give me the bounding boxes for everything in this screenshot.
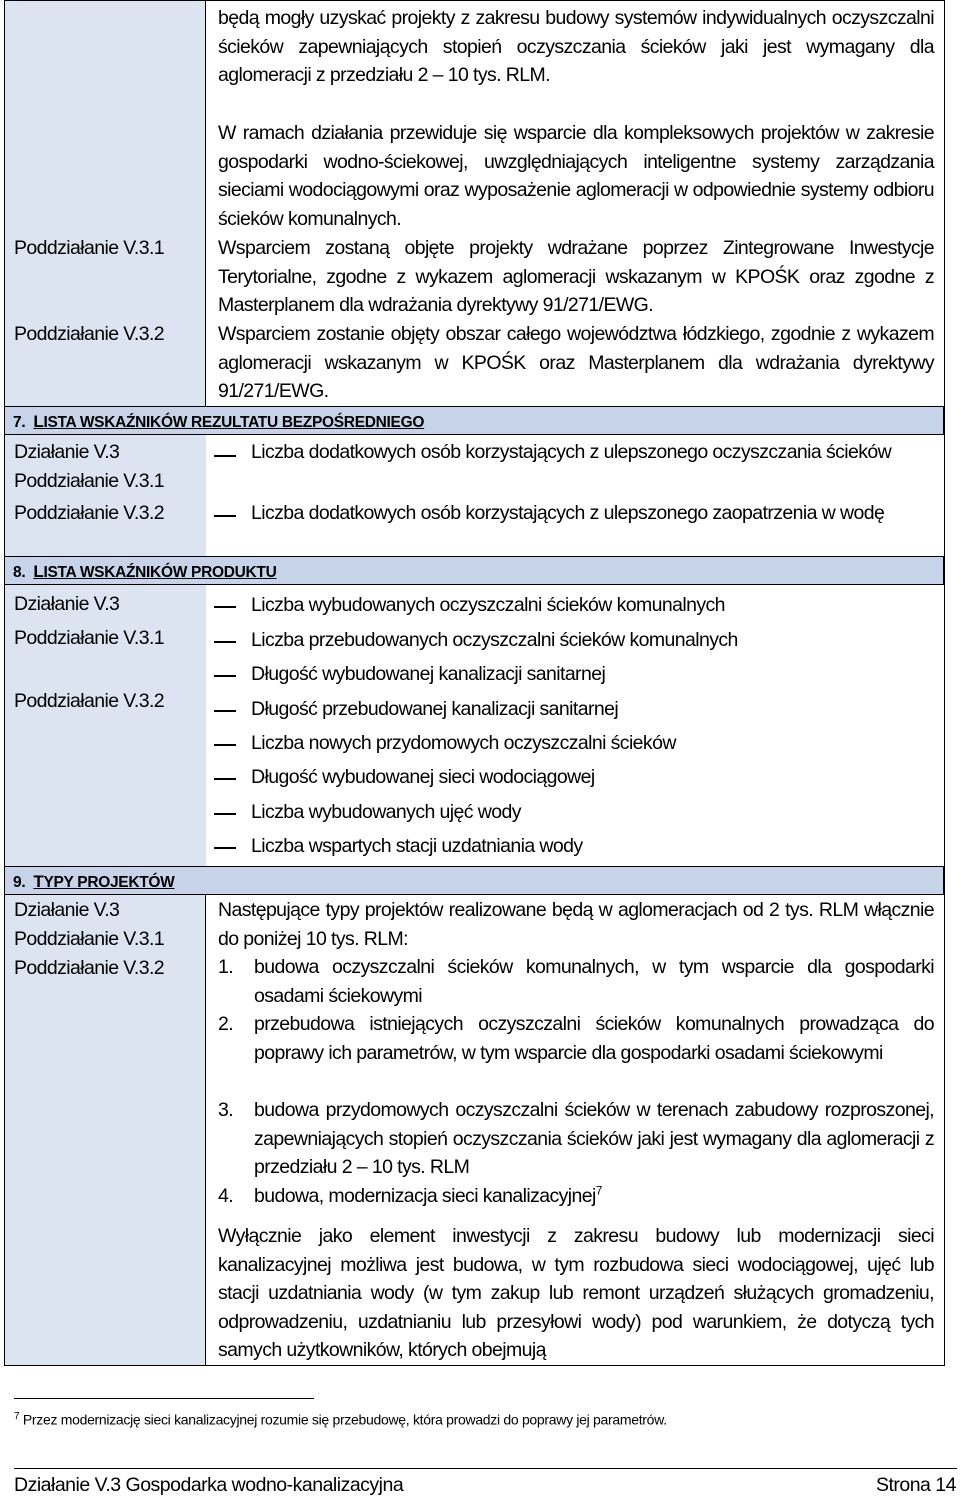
s9-list-text-1: budowa oczyszczalni ścieków komunalnych, w tym wsparcie dla gospodarki osadami ściekowymi (254, 956, 934, 1007)
s8-bullet-7 (214, 813, 236, 815)
paragraph-scope: W ramach działania przewiduje się wsparcie dla kompleksowych projektów w zakresie gospodarki wodno-ściekowej, uwzględniających inteligentne systemy zarządzania sieciami wodociągowymi oraz wyposażenie aglomeracji w odpowiednie systemy odbioru ścieków komunalnych. (218, 122, 934, 230)
footer-right: Strona 14 (875, 1474, 956, 1496)
section-9-number: 9. (13, 874, 26, 891)
s9-list-text-2: przebudowa istniejących oczyszczalni ścieków komunalnych prowadząca do poprawy ich parametrów, w tym wsparcie dla gospodarki osadami ściekowymi (254, 1013, 934, 1064)
s9-list-text-4: budowa, modernizacja sieci kanalizacyjnej (254, 1185, 596, 1207)
column-divider-s9 (205, 895, 206, 1366)
s9-list-number-2: 2. (218, 1013, 234, 1035)
s9-closing: Wyłącznie jako element inwestycji z zakresu budowy lub modernizacji sieci kanalizacyjnej możliwa jest budowa, w tym rozbudowa sieci wodociągowej, ujęć lub stacji uzdatniania wody (w tym zakup lub remont urządzeń służących gromadzeniu, odprowadzeniu, uzdatnianiu lub przesyłowi wody) pod warunkiem, że dotyczą tych samych użytkowników, których obejmują (218, 1225, 934, 1361)
section-8-initial: L (33, 562, 44, 581)
s9-label-v31: Poddziałanie V.3.1 (14, 928, 165, 950)
s8-label-v32: Poddziałanie V.3.2 (14, 690, 165, 712)
label-poddzialanie-v32: Poddziałanie V.3.2 (14, 323, 165, 345)
s8-label-dzialanie: Działanie V.3 (14, 593, 120, 615)
s8-label-v31: Poddziałanie V.3.1 (14, 627, 165, 649)
label-poddzialanie-v31: Poddziałanie V.3.1 (14, 237, 165, 259)
s8-item-3: Długość wybudowanej kanalizacji sanitarnej (251, 663, 606, 685)
section-9-initial: T (33, 872, 44, 891)
s8-bullet-5 (214, 744, 236, 746)
footnote-separator (14, 1398, 314, 1399)
s7-bullet-1 (214, 455, 236, 457)
s9-list-text-4-wrap (254, 1182, 602, 1211)
section-7-initial: L (33, 412, 44, 431)
s9-list-text-3: budowa przydomowych oczyszczalni ścieków w terenach zabudowy rozproszonej, zapewniających stopień oczyszczania ścieków jaki jest wymagany dla aglomeracji z przedziału 2 – 10 tys. RLM (254, 1099, 934, 1178)
footnote-ref-7[interactable]: 7 (595, 1183, 602, 1198)
s7-item-2: Liczba dodatkowych osób korzystających z ulepszonego zaopatrzenia w wodę (251, 502, 885, 524)
s8-bullet-4 (214, 710, 236, 712)
paragraph-v31: Wsparciem zostaną objęte projekty wdrażane poprzez Zintegrowane Inwestycje Terytorialne, zgodne z wykazem aglomeracji wskazanym w KPOŚK oraz zgodne z Masterplanem dla wdrażania dyrektywy 91/271/EWG. (218, 237, 934, 316)
footer-rule (14, 1468, 957, 1469)
s9-label-v32: Poddziałanie V.3.2 (14, 957, 165, 979)
s9-label-dzialanie: Działanie V.3 (14, 899, 120, 921)
s8-item-5: Liczba nowych przydomowych oczyszczalni ścieków (251, 732, 676, 754)
s9-list-number-1: 1. (218, 956, 234, 978)
s8-item-7: Liczba wybudowanych ujęć wody (251, 801, 521, 823)
s8-bullet-6 (214, 778, 236, 780)
s8-item-1: Liczba wybudowanych oczyszczalni ścieków komunalnych (251, 594, 725, 616)
section-9-title: YPY PROJEKTÓW (43, 874, 175, 891)
footnote-mark: 7 (14, 1411, 20, 1422)
section-7-title: ISTA WSKAŹNIKÓW REZULTATU BEZPOŚREDNIEGO (43, 414, 425, 431)
s8-bullet-8 (214, 847, 236, 849)
s7-label-v32: Poddziałanie V.3.2 (14, 502, 165, 524)
paragraph-continued: będą mogły uzyskać projekty z zakresu budowy systemów indywidualnych oczyszczalni ścieków zapewniających stopień oczyszczania ścieków jaki jest wymagany dla aglomeracji z przedziału 2 – 10 tys. RLM. (218, 7, 934, 86)
s9-list-number-3: 3. (218, 1099, 234, 1121)
column-divider-top (205, 0, 206, 406)
footer-left: Działanie V.3 Gospodarka wodno-kanalizacyjna (14, 1474, 404, 1496)
footnote (14, 1411, 667, 1428)
s8-item-2: Liczba przebudowanych oczyszczalni ścieków komunalnych (251, 629, 738, 651)
s7-label-v31: Poddziałanie V.3.1 (14, 470, 165, 492)
section-8-number: 8. (13, 564, 26, 581)
s8-item-6: Długość wybudowanej sieci wodociągowej (251, 766, 595, 788)
section-7-number: 7. (13, 414, 26, 431)
footnote-text: Przez modernizację sieci kanalizacyjnej rozumie się przebudowę, która prowadzi do poprawy jej parametrów. (22, 1411, 667, 1428)
paragraph-v32: Wsparciem zostanie objęty obszar całego województwa łódzkiego, zgodnie z wykazem aglomeracji wskazanym w KPOŚK oraz Masterplanem dla wdrażania dyrektywy 91/271/EWG. (218, 323, 934, 402)
s7-label-dzialanie: Działanie V.3 (14, 441, 120, 463)
s8-bullet-2 (214, 641, 236, 643)
s9-intro: Następujące typy projektów realizowane będą w aglomeracjach od 2 tys. RLM włącznie do poniżej 10 tys. RLM: (218, 899, 934, 950)
s8-bullet-1 (214, 606, 236, 608)
section-9-header (4, 866, 944, 895)
s8-item-8: Liczba wspartych stacji uzdatniania wody (251, 835, 583, 857)
s7-item-1: Liczba dodatkowych osób korzystających z ulepszonego oczyszczania ścieków (251, 441, 892, 463)
s9-list-number-4: 4. (218, 1185, 234, 1207)
s8-item-4: Długość przebudowanej kanalizacji sanitarnej (251, 698, 619, 720)
s7-bullet-2 (214, 515, 236, 517)
section-7-header (4, 406, 944, 435)
s8-bullet-3 (214, 675, 236, 677)
section-8-header (4, 556, 944, 585)
section-8-title: ISTA WSKAŹNIKÓW PRODUKTU (43, 564, 277, 581)
